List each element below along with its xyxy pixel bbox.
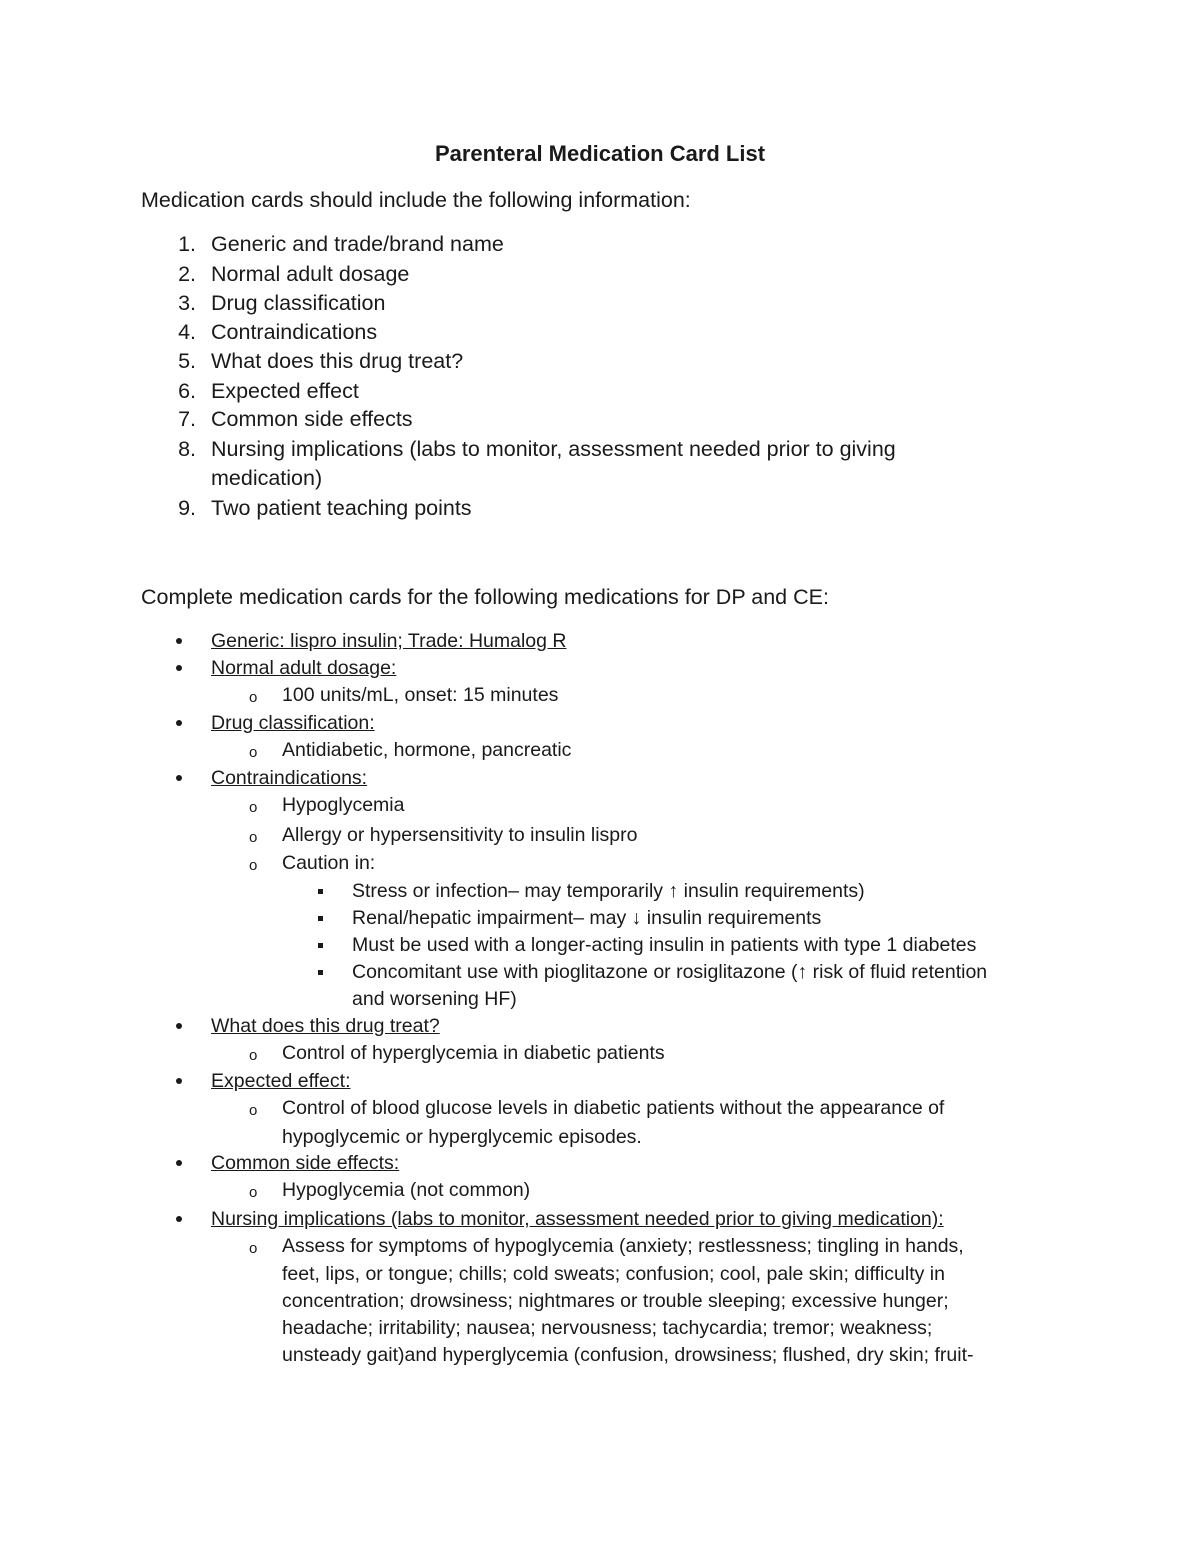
bullet-icon: [176, 1216, 182, 1222]
list-item: Expected effect: [211, 379, 359, 403]
treats-item: Control of hyperglycemia in diabetic patients: [282, 1042, 665, 1064]
contraindication-item: Hypoglycemia: [282, 794, 405, 816]
caution-item: Stress or infection– may temporarily ↑ insulin requirements): [352, 880, 865, 902]
dosage-item: 100 units/mL, onset: 15 minutes: [282, 684, 559, 706]
contraindication-item: Caution in:: [282, 852, 376, 874]
dosage-heading: Normal adult dosage:: [211, 657, 397, 679]
list-number: 7.: [178, 407, 196, 431]
expected-effect-item: Control of blood glucose levels in diabetic patients without the appearance of: [282, 1097, 945, 1119]
drug-name-heading: Generic: lispro insulin; Trade: Humalog R: [211, 630, 567, 652]
list-item: Normal adult dosage: [211, 262, 410, 286]
list-number: 3.: [178, 291, 196, 315]
contraindications-heading: Contraindications:: [211, 767, 368, 789]
contraindication-item: Allergy or hypersensitivity to insulin lispro: [282, 824, 638, 846]
square-bullet-icon: [318, 889, 323, 894]
circle-bullet-icon: o: [249, 689, 258, 706]
caution-item: Renal/hepatic impairment– may ↓ insulin requirements: [352, 907, 822, 929]
list-number: 8.: [178, 437, 196, 461]
list-number: 6.: [178, 379, 196, 403]
square-bullet-icon: [318, 916, 323, 921]
circle-bullet-icon: o: [249, 744, 258, 761]
circle-bullet-icon: o: [249, 1047, 258, 1064]
side-effects-heading: Common side effects:: [211, 1152, 400, 1174]
list-item-continuation: medication): [211, 466, 323, 490]
nursing-implications-line: concentration; drowsiness; nightmares or trouble sleeping; excessive hunger;: [282, 1290, 949, 1312]
list-number: 9.: [178, 496, 196, 520]
page-title: Parenteral Medication Card List: [434, 141, 766, 166]
list-item: Common side effects: [211, 407, 413, 431]
caution-item-continuation: and worsening HF): [352, 988, 517, 1010]
circle-bullet-icon: o: [249, 799, 258, 816]
intro-text: Medication cards should include the following information:: [141, 188, 691, 212]
nursing-implications-heading: Nursing implications (labs to monitor, assessment needed prior to giving medication):: [211, 1208, 944, 1230]
list-item: Contraindications: [211, 320, 378, 344]
bullet-icon: [176, 775, 182, 781]
classification-item: Antidiabetic, hormone, pancreatic: [282, 739, 572, 761]
nursing-implications-line: headache; irritability; nausea; nervousness; tachycardia; tremor; weakness;: [282, 1317, 933, 1339]
bullet-icon: [176, 1023, 182, 1029]
nursing-implications-line: feet, lips, or tongue; chills; cold sweats; confusion; cool, pale skin; difficulty in: [282, 1263, 945, 1285]
list-item: Two patient teaching points: [211, 496, 472, 520]
bullet-icon: [176, 1160, 182, 1166]
caution-item: Must be used with a longer-acting insulin in patients with type 1 diabetes: [352, 934, 977, 956]
circle-bullet-icon: o: [249, 829, 258, 846]
bullet-icon: [176, 1078, 182, 1084]
circle-bullet-icon: o: [249, 1184, 258, 1201]
treats-heading: What does this drug treat?: [211, 1015, 440, 1037]
list-item: Nursing implications (labs to monitor, assessment needed prior to giving: [211, 437, 896, 461]
classification-heading: Drug classification:: [211, 712, 375, 734]
list-item: What does this drug treat?: [211, 349, 464, 373]
complete-intro-text: Complete medication cards for the following medications for DP and CE:: [141, 585, 829, 609]
expected-effect-item-continuation: hypoglycemic or hyperglycemic episodes.: [282, 1126, 642, 1148]
list-number: 5.: [178, 349, 196, 373]
square-bullet-icon: [318, 970, 323, 975]
list-number: 4.: [178, 320, 196, 344]
list-number: 1.: [178, 232, 196, 256]
bullet-icon: [176, 638, 182, 644]
circle-bullet-icon: o: [249, 1240, 258, 1257]
circle-bullet-icon: o: [249, 1102, 258, 1119]
bullet-icon: [176, 720, 182, 726]
side-effects-item: Hypoglycemia (not common): [282, 1179, 531, 1201]
nursing-implications-line: unsteady gait)and hyperglycemia (confusion, drowsiness; flushed, dry skin; fruit-: [282, 1344, 974, 1366]
list-item: Drug classification: [211, 291, 386, 315]
expected-effect-heading: Expected effect:: [211, 1070, 351, 1092]
caution-item: Concomitant use with pioglitazone or rosiglitazone (↑ risk of fluid retention: [352, 961, 988, 983]
list-number: 2.: [178, 262, 196, 286]
square-bullet-icon: [318, 943, 323, 948]
circle-bullet-icon: o: [249, 857, 258, 874]
nursing-implications-line: Assess for symptoms of hypoglycemia (anxiety; restlessness; tingling in hands,: [282, 1235, 964, 1257]
list-item: Generic and trade/brand name: [211, 232, 504, 256]
bullet-icon: [176, 665, 182, 671]
